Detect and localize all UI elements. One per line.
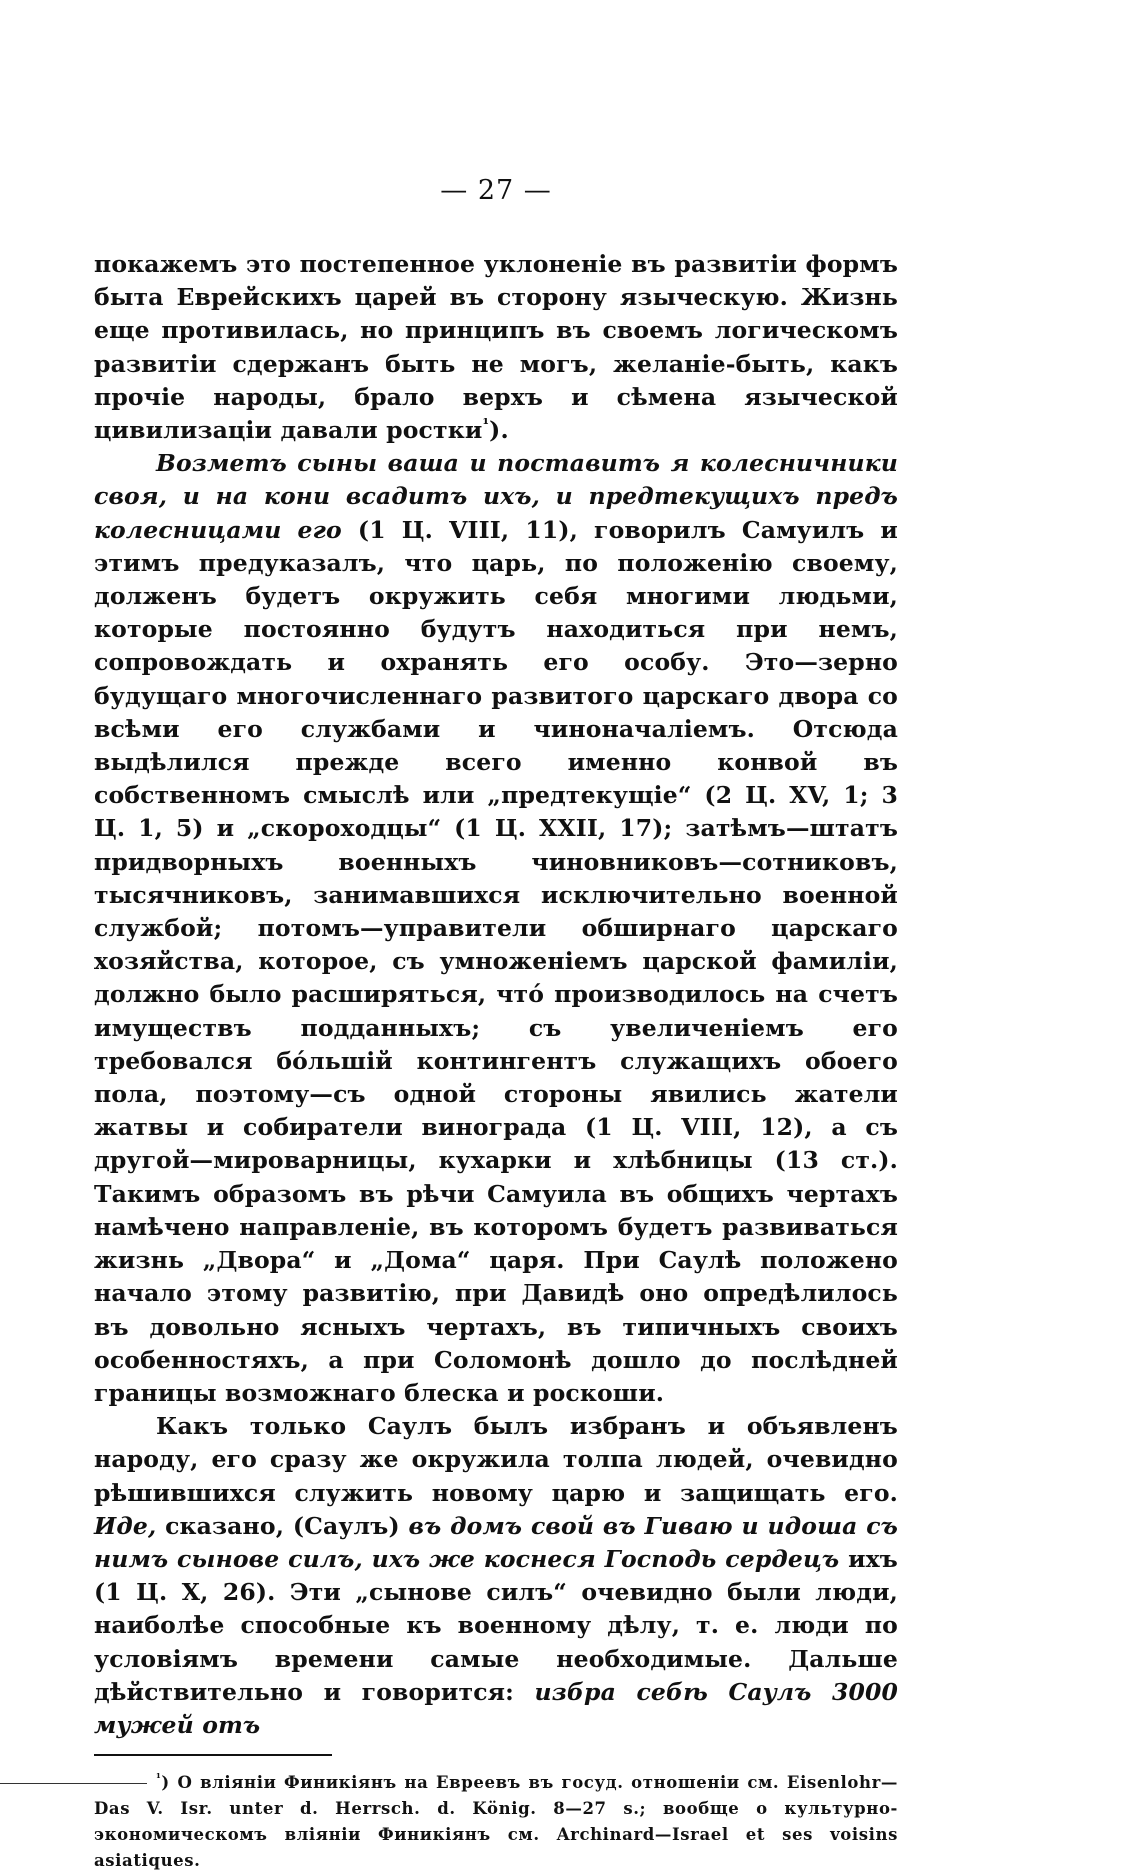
paragraph-3-text-3: ихъ (1 Ц. X, 26). Эти „сынове силъ“ очевидно были люди, наиболѣе способные къ военному дѣлу, т. е. люди по условіямъ времени самые необходимые. Дальше дѣйствительно и говорится: [94,1544,898,1706]
footnote-mark: ¹ [156,1771,162,1785]
paragraph-1-tail: ). [489,416,509,445]
footnote-divider [94,1754,332,1756]
footnote-body: ) О вліяніи Финикіянъ на Евреевъ въ госуд. отношеніи см. Eisenlohr—Das V. Isr. unter d. Herrsch. d. König. 8—27 s.; вообще о культурно-экономическомъ вліяніи Финикіянъ см. Archinard—Israel et ses voisins asiatiques. [94,1773,898,1871]
scripture-quote-2: въ домъ свой въ Гиваю и идоша съ нимъ сынове силъ, ихъ же коснеся Господь сердецъ [94,1511,898,1573]
paragraph-2 [94,447,898,1410]
body-text [94,248,898,1742]
paragraph-3-text-1: Какъ только Саулъ былъ избранъ и объявленъ народу, его сразу же окружила толпа людей, очевидно рѣшившихся служить новому царю и защищать его. [94,1412,898,1507]
paragraph-3 [94,1410,898,1742]
page [94,175,898,1874]
bottom-edge-rule [0,1783,147,1784]
paragraph-3-text-2: сказано, (Саулъ) [156,1511,409,1540]
paragraph-1 [94,248,898,447]
paragraph-1-text: покажемъ это постепенное уклоненіе въ развитіи формъ быта Еврейскихъ царей въ сторону языческую. Жизнь еще противилась, но принципъ въ своемъ логическомъ развитіи сдержанъ быть не могъ, желаніе-быть, какъ прочіе народы, брало верхъ и сѣмена языческой цивилизаціи давали ростки [94,250,898,445]
scripture-quote: Возметъ сыны ваша и поставитъ я колесничники своя, и на кони всадитъ ихъ, и предтекущихъ предъ колесницами его [94,449,898,544]
paragraph-2-text: (1 Ц. VIII, 11), говорилъ Самуилъ и этимъ предуказалъ, что царь, по положенію своему, долженъ будетъ окружить себя многими людьми, которые постоянно будутъ находиться при немъ, сопровождать и охранять его особу. Это—зерно будущаго многочисленнаго развитого царскаго двора со всѣми его службами и чиноначаліемъ. Отсюда выдѣлился прежде всего именно конвой въ собственномъ смыслѣ или „предтекущіе“ (2 Ц. XV, 1; 3 Ц. 1, 5) и „скороходцы“ (1 Ц. XXII, 17); затѣмъ—штатъ придворныхъ военныхъ чиновниковъ—сотниковъ, тысячниковъ, занимавшихся исключительно военной службой; потомъ—управители обширнаго царскаго хозяйства, которое, съ умноженіемъ царской фамиліи, должно было расширяться, что́ производилось на счетъ имуществъ подданныхъ; съ увеличеніемъ его требовался бо́льшій контингентъ служащихъ обоего пола, поэтому—съ одной стороны явились жатели жатвы и собиратели винограда (1 Ц. VIII, 12), а съ другой—мироварницы, кухарки и хлѣбницы (13 ст.). Такимъ образомъ въ рѣчи Самуила въ общихъ чертахъ намѣчено направленіе, въ которомъ будетъ развиваться жизнь „Двора“ и „Дома“ царя. При Саулѣ положено начало этому развитію, при Давидѣ оно опредѣлилось въ довольно ясныхъ чертахъ, въ типичныхъ своихъ особенностяхъ, а при Соломонѣ дошло до послѣдней границы возможнаго блеска и роскоши. [94,515,898,1407]
footnote-reference[interactable]: ¹ [482,415,490,434]
page-number: — 27 — [440,175,552,206]
scripture-quote-1: Иде, [94,1511,157,1540]
scripture-quote-3: избра себѣ Саулъ 3000 мужей отъ [94,1677,898,1739]
footnote [94,1770,898,1874]
footnote-text [94,1770,898,1874]
